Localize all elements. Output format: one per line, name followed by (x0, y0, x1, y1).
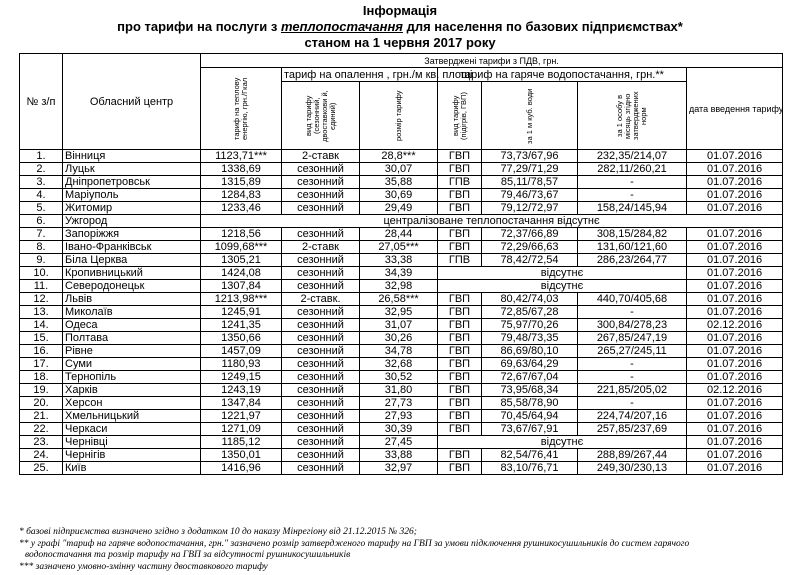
table-row (20, 215, 783, 228)
table-row (20, 319, 783, 332)
row-hw-per-person: 308,15/284,82 (578, 228, 687, 241)
row-hw-kind: ГПВ (438, 176, 482, 189)
table-row (20, 410, 783, 423)
row-hw-per-m3: 72,29/66,63 (482, 241, 578, 254)
row-number: 18. (20, 371, 63, 384)
row-number: 17. (20, 358, 63, 371)
row-hw-per-m3: 73,95/68,34 (482, 384, 578, 397)
row-number: 3. (20, 176, 63, 189)
header-hw-per-m3: за 1 м куб. води (482, 82, 578, 150)
row-heating-kind: сезонний (282, 189, 360, 202)
table-row (20, 293, 783, 306)
row-heating-kind: сезонний (282, 423, 360, 436)
row-hw-per-person: - (578, 397, 687, 410)
row-number: 11. (20, 280, 63, 293)
table-row (20, 371, 783, 384)
row-hw-per-m3: 72,67/67,04 (482, 371, 578, 384)
row-hw-kind: ГВП (438, 293, 482, 306)
table-row (20, 228, 783, 241)
footnote-3: *** зазначено умовно-змінну частину двоставкового тарифу (19, 561, 268, 572)
row-city: Северодонецьк (63, 280, 201, 293)
row-date: 01.07.2016 (687, 267, 783, 280)
row-hw-per-person: 257,85/237,69 (578, 423, 687, 436)
row-hw-per-m3: 86,69/80,10 (482, 345, 578, 358)
row-hw-per-m3: 73,67/67,91 (482, 423, 578, 436)
row-heating-size: 27,45 (360, 436, 438, 449)
row-city: Кропивницький (63, 267, 201, 280)
header-num: № з/п (20, 54, 63, 150)
row-heat-energy: 1457,09 (201, 345, 282, 358)
row-hw-per-person: - (578, 176, 687, 189)
row-city: Маріуполь (63, 189, 201, 202)
row-hw-per-person: 224,74/207,16 (578, 410, 687, 423)
row-heating-size: 32,97 (360, 462, 438, 475)
row-city: Чернівці (63, 436, 201, 449)
row-heating-kind: сезонний (282, 371, 360, 384)
row-number: 19. (20, 384, 63, 397)
row-number: 23. (20, 436, 63, 449)
row-hw-per-person: 282,11/260,21 (578, 163, 687, 176)
row-hw-per-m3: 72,37/66,89 (482, 228, 578, 241)
row-heating-size: 34,39 (360, 267, 438, 280)
row-city: Дніпропетровськ (63, 176, 201, 189)
row-heating-size: 32,68 (360, 358, 438, 371)
row-heating-size: 32,95 (360, 306, 438, 319)
row-city: Луцьк (63, 163, 201, 176)
row-number: 14. (20, 319, 63, 332)
row-heating-kind: сезонний (282, 280, 360, 293)
row-heat-energy: 1123,71*** (201, 150, 282, 163)
row-number: 10. (20, 267, 63, 280)
page-title: Інформація (362, 3, 438, 18)
row-number: 7. (20, 228, 63, 241)
row-hot-water-absent: відсутнє (438, 436, 687, 449)
row-heating-size: 31,07 (360, 319, 438, 332)
row-heating-kind: сезонний (282, 267, 360, 280)
table-row (20, 241, 783, 254)
row-heating-size: 33,88 (360, 449, 438, 462)
row-city: Тернопіль (63, 371, 201, 384)
row-number: 9. (20, 254, 63, 267)
header-heating-kind: вид тарифу (сезонний, двоставкови й, єдиний) (282, 82, 360, 150)
header-heat-energy: тариф на теплову енергію, грн./Гкал (201, 68, 282, 150)
row-hw-per-person: - (578, 306, 687, 319)
table-row (20, 176, 783, 189)
row-heat-energy: 1350,01 (201, 449, 282, 462)
row-city: Суми (63, 358, 201, 371)
row-hw-per-person: 249,30/230,13 (578, 462, 687, 475)
row-hw-kind: ГВП (438, 358, 482, 371)
row-hw-kind: ГПВ (438, 254, 482, 267)
row-hw-per-m3: 72,85/67,28 (482, 306, 578, 319)
row-date: 01.07.2016 (687, 423, 783, 436)
row-heat-energy: 1218,56 (201, 228, 282, 241)
row-hw-kind: ГВП (438, 384, 482, 397)
row-heating-kind: сезонний (282, 436, 360, 449)
table-row (20, 462, 783, 475)
row-hw-per-person: 265,27/245,11 (578, 345, 687, 358)
row-date: 02.12.2016 (687, 384, 783, 397)
row-heating-kind: сезонний (282, 345, 360, 358)
row-hw-per-m3: 85,11/78,57 (482, 176, 578, 189)
row-hw-per-person: 267,85/247,19 (578, 332, 687, 345)
row-heating-size: 33,38 (360, 254, 438, 267)
row-hot-water-absent: відсутнє (438, 280, 687, 293)
row-heating-size: 30,07 (360, 163, 438, 176)
row-heat-energy: 1245,91 (201, 306, 282, 319)
row-number: 22. (20, 423, 63, 436)
row-date: 01.07.2016 (687, 345, 783, 358)
row-date: 01.07.2016 (687, 358, 783, 371)
row-hw-per-person: 131,60/121,60 (578, 241, 687, 254)
row-city: Ужгород (63, 215, 201, 228)
row-hw-per-person: 286,23/264,77 (578, 254, 687, 267)
row-hw-per-m3: 80,42/74,03 (482, 293, 578, 306)
row-city: Полтава (63, 332, 201, 345)
row-hw-kind: ГВП (438, 189, 482, 202)
row-hw-per-m3: 75,97/70,26 (482, 319, 578, 332)
row-heating-size: 32,98 (360, 280, 438, 293)
row-date: 01.07.2016 (687, 306, 783, 319)
row-date: 01.07.2016 (687, 371, 783, 384)
subtitle-pre: про тарифи на послуги з (117, 19, 281, 34)
row-heat-energy: 1416,96 (201, 462, 282, 475)
row-number: 20. (20, 397, 63, 410)
row-date: 01.07.2016 (687, 293, 783, 306)
row-date: 01.07.2016 (687, 449, 783, 462)
row-heating-size: 27,05*** (360, 241, 438, 254)
table-row (20, 449, 783, 462)
row-number: 6. (20, 215, 63, 228)
header-approved-tariffs: Затверджені тарифи з ПДВ, грн. (201, 54, 783, 68)
row-heat-energy: 1305,21 (201, 254, 282, 267)
row-heat-energy: 1233,46 (201, 202, 282, 215)
table-row (20, 423, 783, 436)
row-heat-energy: 1241,35 (201, 319, 282, 332)
row-hw-per-person: 232,35/214,07 (578, 150, 687, 163)
row-heat-energy: 1315,89 (201, 176, 282, 189)
row-hw-kind: ГВП (438, 150, 482, 163)
footnote-2-cont: водопостачання та розмір тарифу на ГВП за відсутності рушникосушильників (25, 550, 351, 560)
header-hw-per-person: за 1 особу в місяць згідно затверджених норм (578, 82, 687, 150)
row-date: 01.07.2016 (687, 332, 783, 345)
table-row (20, 254, 783, 267)
row-heating-size: 28,8*** (360, 150, 438, 163)
table-row (20, 436, 783, 449)
subtitle-post: для населення по базових підприємствах* (402, 19, 683, 34)
row-heating-kind: сезонний (282, 202, 360, 215)
row-hw-kind: ГВП (438, 371, 482, 384)
row-heating-kind: сезонний (282, 449, 360, 462)
table-row (20, 358, 783, 371)
row-heating-kind: сезонний (282, 319, 360, 332)
row-hw-per-person: 300,84/278,23 (578, 319, 687, 332)
row-number: 2. (20, 163, 63, 176)
row-hw-kind: ГВП (438, 228, 482, 241)
row-heating-kind: сезонний (282, 254, 360, 267)
row-heat-energy: 1350,66 (201, 332, 282, 345)
row-hw-per-m3: 77,29/71,29 (482, 163, 578, 176)
header-city: Обласний центр (63, 54, 201, 150)
row-city: Житомир (63, 202, 201, 215)
row-heat-energy: 1099,68*** (201, 241, 282, 254)
row-heating-size: 29,49 (360, 202, 438, 215)
row-city: Запоріжжя (63, 228, 201, 241)
row-heat-energy: 1307,84 (201, 280, 282, 293)
row-hw-kind: ГВП (438, 410, 482, 423)
page-date-line: станом на 1 червня 2017 року (304, 35, 496, 50)
row-heating-size: 30,69 (360, 189, 438, 202)
row-heat-energy: 1185,12 (201, 436, 282, 449)
row-heating-kind: 2-ставк. (282, 293, 360, 306)
row-date: 01.07.2016 (687, 436, 783, 449)
row-heating-kind: сезонний (282, 332, 360, 345)
row-hw-kind: ГВП (438, 397, 482, 410)
table-row (20, 202, 783, 215)
row-heat-energy: 1338,69 (201, 163, 282, 176)
row-heating-size: 31,80 (360, 384, 438, 397)
row-city: Вінниця (63, 150, 201, 163)
row-hw-per-m3: 69,63/64,29 (482, 358, 578, 371)
row-city: Київ (63, 462, 201, 475)
row-heating-size: 30,39 (360, 423, 438, 436)
row-number: 25. (20, 462, 63, 475)
row-hw-per-m3: 83,10/76,71 (482, 462, 578, 475)
row-hw-per-m3: 73,73/67,96 (482, 150, 578, 163)
row-number: 4. (20, 189, 63, 202)
row-hw-kind: ГВП (438, 241, 482, 254)
tariff-table (19, 53, 783, 475)
row-date: 01.07.2016 (687, 228, 783, 241)
row-hw-per-m3: 79,48/73,35 (482, 332, 578, 345)
footnote-1: * базові підприємства визначено згідно з додатком 10 до наказу Мінрегіону від 21.12.2015 № 326; (19, 527, 417, 537)
row-hw-kind: ГВП (438, 345, 482, 358)
row-city: Рівне (63, 345, 201, 358)
row-hw-kind: ГВП (438, 319, 482, 332)
row-hw-per-person: - (578, 358, 687, 371)
row-hw-per-m3: 85,58/78,90 (482, 397, 578, 410)
row-date: 01.07.2016 (687, 150, 783, 163)
row-number: 1. (20, 150, 63, 163)
row-date: 01.07.2016 (687, 462, 783, 475)
row-date: 01.07.2016 (687, 163, 783, 176)
tariff-table-body (20, 150, 783, 475)
row-hw-per-person: 158,24/145,94 (578, 202, 687, 215)
row-hw-per-m3: 78,42/72,54 (482, 254, 578, 267)
table-row (20, 306, 783, 319)
row-heating-size: 27,93 (360, 410, 438, 423)
table-row (20, 280, 783, 293)
row-number: 15. (20, 332, 63, 345)
row-city: Івано-Франківськ (63, 241, 201, 254)
header-hot-water-group: тариф на гаряче водопостачання, грн.** (438, 68, 687, 82)
row-number: 5. (20, 202, 63, 215)
row-city: Харків (63, 384, 201, 397)
row-heat-energy: 1284,83 (201, 189, 282, 202)
row-city: Львів (63, 293, 201, 306)
row-hw-kind: ГВП (438, 202, 482, 215)
row-heating-kind: сезонний (282, 306, 360, 319)
row-hw-per-person: 221,85/205,02 (578, 384, 687, 397)
header-heating-size: розмір тарифу (360, 82, 438, 150)
row-heating-kind: сезонний (282, 397, 360, 410)
row-date: 01.07.2016 (687, 241, 783, 254)
row-heating-kind: сезонний (282, 384, 360, 397)
row-city: Хмельницький (63, 410, 201, 423)
row-heating-size: 35,88 (360, 176, 438, 189)
row-date: 01.07.2016 (687, 189, 783, 202)
header-heating-group: тариф на опалення , грн./м кв. площі (282, 68, 438, 82)
row-hot-water-absent: відсутнє (438, 267, 687, 280)
row-no-heating-note: централізоване теплопостачання відсутнє (201, 215, 783, 228)
table-row (20, 332, 783, 345)
row-heating-kind: 2-ставк (282, 150, 360, 163)
footnotes (19, 527, 789, 573)
row-heat-energy: 1243,19 (201, 384, 282, 397)
row-number: 21. (20, 410, 63, 423)
row-heating-kind: 2-ставк (282, 241, 360, 254)
row-heating-size: 34,78 (360, 345, 438, 358)
subtitle-emphasis: теплопостачання (280, 19, 403, 34)
row-city: Чернігів (63, 449, 201, 462)
row-hw-per-person: 288,89/267,44 (578, 449, 687, 462)
row-date: 01.07.2016 (687, 397, 783, 410)
table-row (20, 345, 783, 358)
row-date: 01.07.2016 (687, 254, 783, 267)
table-row (20, 397, 783, 410)
row-heating-size: 30,26 (360, 332, 438, 345)
row-hw-per-m3: 82,54/76,41 (482, 449, 578, 462)
row-city: Одеса (63, 319, 201, 332)
row-number: 12. (20, 293, 63, 306)
row-heat-energy: 1180,93 (201, 358, 282, 371)
table-row (20, 189, 783, 202)
row-city: Біла Церква (63, 254, 201, 267)
row-city: Миколаїв (63, 306, 201, 319)
row-city: Черкаси (63, 423, 201, 436)
row-hw-kind: ГВП (438, 462, 482, 475)
row-heat-energy: 1213,98*** (201, 293, 282, 306)
row-heating-size: 30,52 (360, 371, 438, 384)
row-date: 01.07.2016 (687, 202, 783, 215)
row-city: Херсон (63, 397, 201, 410)
row-heating-size: 27,73 (360, 397, 438, 410)
row-hw-per-m3: 79,12/72,97 (482, 202, 578, 215)
row-heat-energy: 1424,08 (201, 267, 282, 280)
row-hw-kind: ГВП (438, 163, 482, 176)
row-number: 8. (20, 241, 63, 254)
row-hw-per-person: - (578, 371, 687, 384)
row-hw-kind: ГВП (438, 332, 482, 345)
row-heating-kind: сезонний (282, 462, 360, 475)
row-heating-size: 28,44 (360, 228, 438, 241)
row-number: 13. (20, 306, 63, 319)
row-heating-kind: сезонний (282, 228, 360, 241)
row-heat-energy: 1271,09 (201, 423, 282, 436)
header-hw-kind: вид тарифу (підігрів, ГВП) (438, 82, 482, 150)
row-hw-per-person: - (578, 189, 687, 202)
table-row (20, 267, 783, 280)
row-heating-kind: сезонний (282, 163, 360, 176)
row-hw-kind: ГВП (438, 449, 482, 462)
table-row (20, 384, 783, 397)
page-subtitle (0, 19, 800, 35)
row-heating-kind: сезонний (282, 176, 360, 189)
row-hw-per-m3: 70,45/64,94 (482, 410, 578, 423)
row-heating-size: 26,58*** (360, 293, 438, 306)
header-date: дата введення тарифу (687, 68, 783, 150)
row-date: 01.07.2016 (687, 280, 783, 293)
row-number: 16. (20, 345, 63, 358)
row-hw-kind: ГВП (438, 423, 482, 436)
row-hw-kind: ГВП (438, 306, 482, 319)
row-heat-energy: 1347,84 (201, 397, 282, 410)
footnote-2: ** у графі "тариф на гаряче водопостачання, грн." зазначено розмір затвердженого тарифу на ГВП за умови підключення рушникосушильників до систем гарячого (19, 538, 690, 549)
table-row (20, 163, 783, 176)
row-hw-per-m3: 79,46/73,67 (482, 189, 578, 202)
row-date: 02.12.2016 (687, 319, 783, 332)
table-row (20, 150, 783, 163)
row-heating-kind: сезонний (282, 358, 360, 371)
row-heat-energy: 1221,97 (201, 410, 282, 423)
row-heating-kind: сезонний (282, 410, 360, 423)
row-hw-per-person: 440,70/405,68 (578, 293, 687, 306)
row-date: 01.07.2016 (687, 410, 783, 423)
row-number: 24. (20, 449, 63, 462)
row-date: 01.07.2016 (687, 176, 783, 189)
row-heat-energy: 1249,15 (201, 371, 282, 384)
